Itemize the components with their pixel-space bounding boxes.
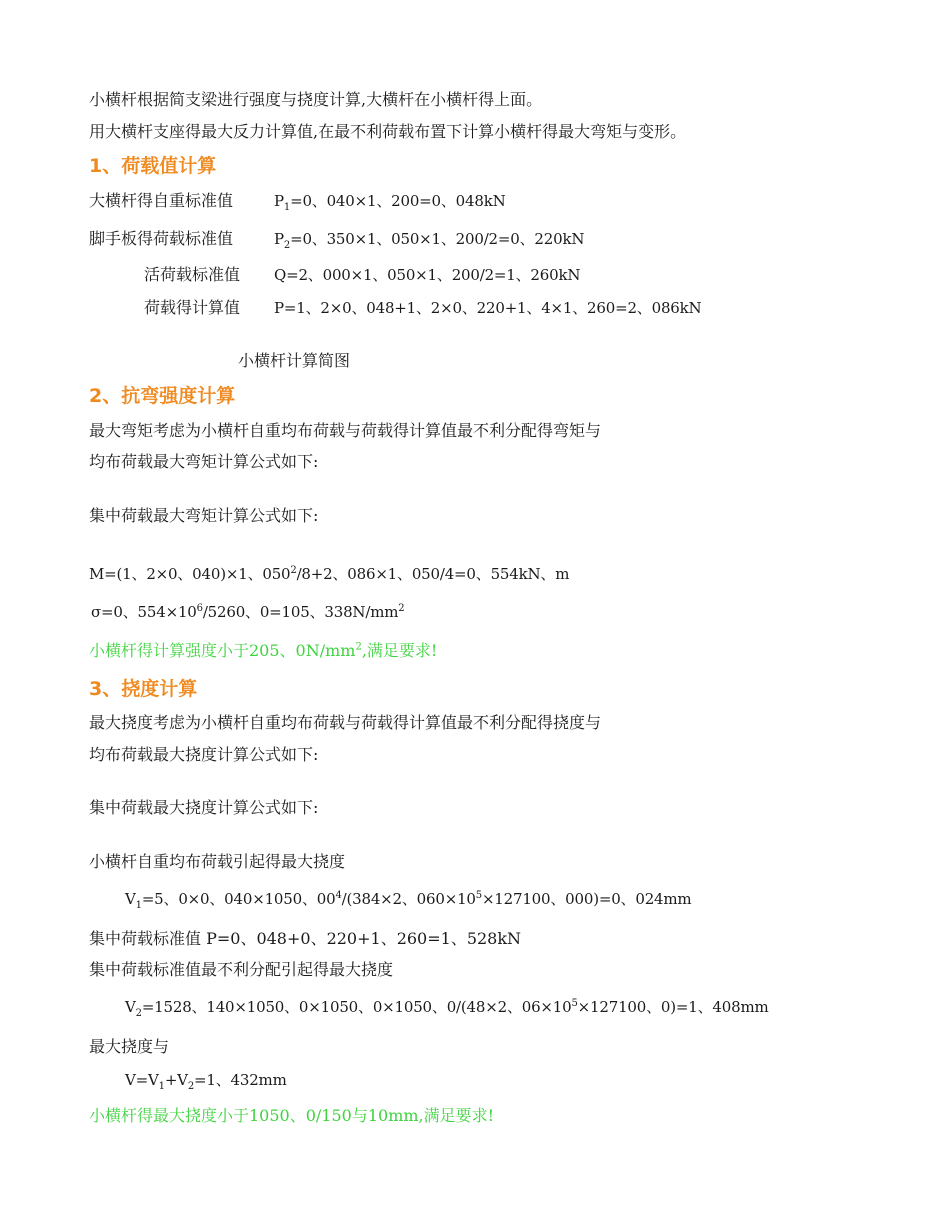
live-load-formula: Q=2、000×1、050×1、200/2=1、260kN (274, 266, 581, 284)
v2-exponent: 5 (571, 998, 578, 1009)
intro-line-2: 用大横杆支座得最大反力计算值,在最不利荷载布置下计算小横杆得最大弯矩与变形。 (89, 122, 687, 141)
v-total-formula (125, 1069, 287, 1091)
v-total-result: =1、432mm (194, 1071, 287, 1089)
concentrated-deflection-label: 集中荷载标准值最不利分配引起得最大挠度 (89, 960, 394, 979)
concentrated-standard-value: 集中荷载标准值 P=0、048+0、220+1、260=1、528kN (89, 929, 522, 948)
v2-symbol: V (125, 998, 136, 1016)
strength-result-exponent: 2 (355, 641, 362, 653)
stress-part-a: σ=0、554×10 (91, 603, 197, 621)
v1-formula (125, 888, 691, 910)
v-total-plus: +V (164, 1071, 188, 1089)
stress-formula (91, 601, 404, 623)
v1-subscript: 1 (135, 900, 142, 911)
live-load-row (144, 264, 580, 286)
bending-desc-1: 最大弯矩考虑为小横杆自重均布荷载与荷载得计算值最不利分配得弯矩与 (89, 421, 602, 440)
self-weight-row (89, 190, 506, 212)
v2-formula (125, 996, 769, 1018)
v-total-subscript-1: 1 (158, 1081, 165, 1092)
v-total-part-a: V=V (125, 1071, 159, 1089)
p2-symbol: P (274, 230, 284, 248)
plank-load-formula (274, 228, 584, 250)
plank-load-row (89, 228, 584, 250)
moment-exponent: 2 (290, 565, 297, 576)
plank-load-label: 脚手板得荷载标准值 (89, 229, 234, 248)
p1-subscript: 1 (283, 202, 291, 213)
live-load-label: 活荷载标准值 (144, 265, 241, 284)
max-deflection-label: 最大挠度与 (89, 1037, 170, 1056)
v2-subscript: 2 (135, 1008, 142, 1019)
v-total-subscript-2: 2 (187, 1081, 194, 1092)
p2-expression: =0、350×1、050×1、200/2=0、220kN (290, 230, 585, 248)
strength-result-a: 小横杆得计算强度小于205、0N/mm (89, 641, 356, 660)
stress-exponent: 6 (196, 603, 203, 614)
v1-exponent-b: 5 (475, 890, 482, 901)
deflection-desc-2: 均布荷载最大挠度计算公式如下: (89, 745, 319, 764)
deflection-desc-1: 最大挠度考虑为小横杆自重均布荷载与荷载得计算值最不利分配得挠度与 (89, 713, 602, 732)
diagram-caption: 小横杆计算简图 (238, 351, 351, 370)
stress-part-b: /5260、0=105、338N/mm (202, 603, 399, 621)
self-weight-label: 大横杆得自重标准值 (89, 191, 234, 210)
v1-part-b: /(384×2、060×10 (341, 890, 476, 908)
self-weight-formula (274, 190, 506, 212)
moment-part-b: /8+2、086×1、050/4=0、554kN、m (296, 565, 570, 583)
deflection-desc-3: 集中荷载最大挠度计算公式如下: (89, 798, 319, 817)
section-2-heading: 2、抗弯强度计算 (89, 385, 236, 407)
design-load-formula: P=1、2×0、048+1、2×0、220+1、4×1、260=2、086kN (274, 299, 702, 317)
bending-desc-2: 均布荷载最大弯矩计算公式如下: (89, 452, 319, 471)
section-3-heading: 3、挠度计算 (89, 678, 198, 700)
v2-part-a: =1528、140×1050、0×1050、0×1050、0/(48×2、06×10 (141, 998, 572, 1016)
moment-formula (89, 563, 569, 585)
p1-expression: =0、040×1、200=0、048kN (290, 192, 506, 210)
moment-part-a: M=(1、2×0、040)×1、050 (89, 565, 291, 583)
strength-result (89, 640, 437, 662)
intro-line-1: 小横杆根据简支梁进行强度与挠度计算,大横杆在小横杆得上面。 (89, 90, 543, 109)
v1-part-a: =5、0×0、040×1050、00 (141, 890, 336, 908)
design-load-label: 荷载得计算值 (144, 298, 241, 317)
v1-exponent-a: 4 (335, 890, 342, 901)
deflection-result: 小横杆得最大挠度小于1050、0/150与10mm,满足要求! (89, 1106, 495, 1125)
bending-desc-3: 集中荷载最大弯矩计算公式如下: (89, 506, 319, 525)
uniform-deflection-label: 小横杆自重均布荷载引起得最大挠度 (89, 852, 346, 871)
p1-symbol: P (274, 192, 284, 210)
section-1-heading: 1、荷载值计算 (89, 155, 217, 177)
v1-part-c: ×127100、000)=0、024mm (481, 890, 692, 908)
strength-result-b: ,满足要求! (361, 641, 438, 660)
design-load-row (144, 297, 701, 319)
stress-unit-exponent: 2 (398, 603, 405, 614)
v1-symbol: V (125, 890, 136, 908)
v2-part-b: ×127100、0)=1、408mm (577, 998, 769, 1016)
p2-subscript: 2 (283, 240, 291, 251)
